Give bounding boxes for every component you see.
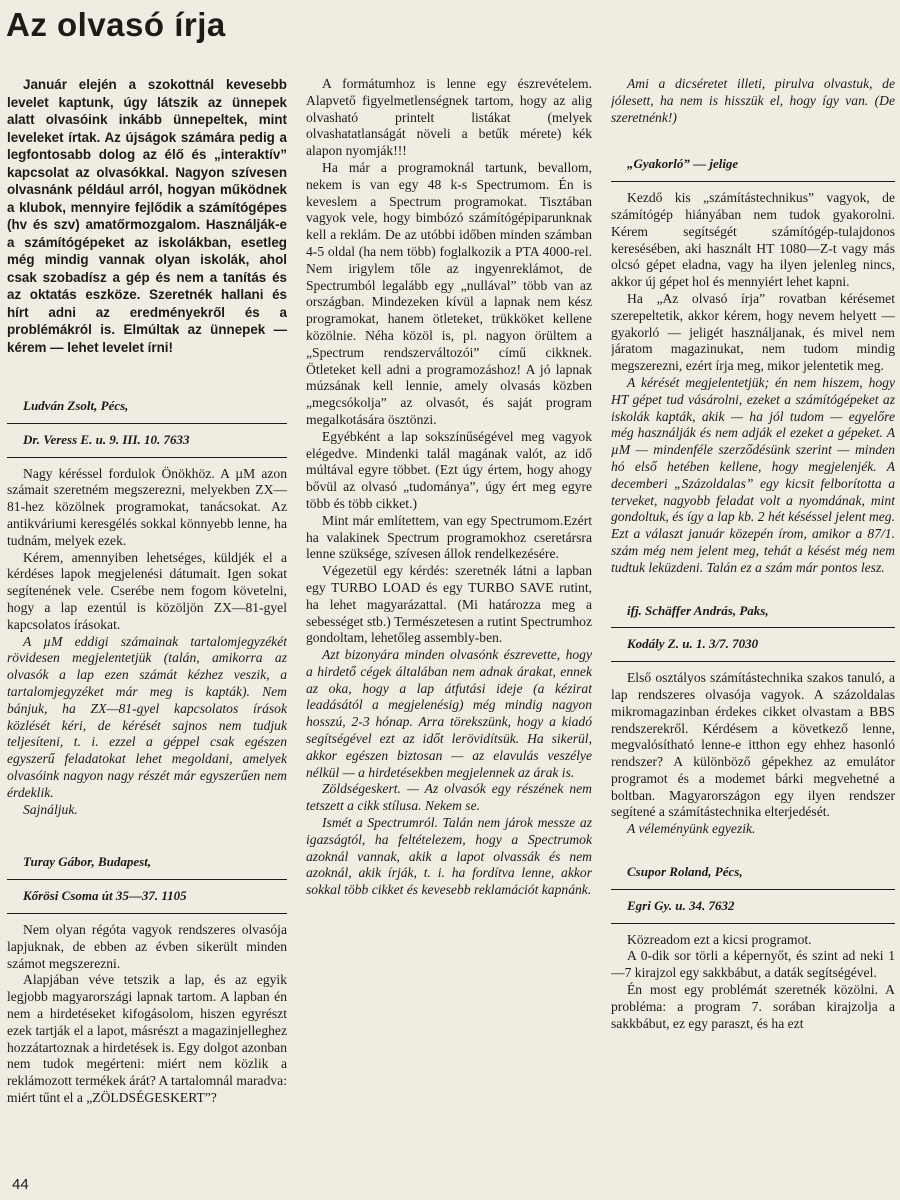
letter2-paragraph: A formátumhoz is lenne egy észrevételem. Alapvető figyelmetlenségnek tartom, hogy az alig olvasható printelt listákat (melyek olvashatatlanságát növeli a betűk mérete) kék alapon nyomják!!! bbox=[306, 76, 592, 159]
letter1-reply-end: Sajnáljuk. bbox=[23, 801, 78, 817]
letter2-paragraph: Ha már a programoknál tartunk, bevallom, nekem is van egy 48 k-s Spectrumom. Én is keveslem a Spectrum programokat. Tisztában vagyok vele, hogy bimbózó számítógépiparunknak kell a reklám. De az utóbbi időben minden számban 4-5 oldal (ha nem több) foglalkozik a PTA 4000-rel. Nem irigylem tőle az ingyenreklámot, de Spectrumból legalább egy „nullával” több van az országban. Mindezeken kívül a lapnak nem kész programokat, hanem ötleteket, trükköket kellene közölnie. Néha közöl is, pl. nagyon örültem a „Spectrum rendszerváltozói” című cikknek. Ötleteket kell adni a programozáshoz! A jó lapnak múzsának kell lennie, amely olvasás közben „megcsókolja” az olvasót, és saját program megalkotására ösztönzi. bbox=[306, 159, 592, 427]
divider bbox=[611, 661, 895, 662]
letter1-author: Ludván Zsolt, Pécs, bbox=[23, 398, 129, 413]
letter2-reply: Zöldségeskert. — Az olvasók egy részének nem tetszett a cikk stílusa. Nekem se. bbox=[306, 781, 592, 814]
divider bbox=[7, 423, 287, 424]
letter2-paragraph: Alapjában véve tetszik a lap, és az egyik legjobb magyarországi lapnak tartom. A lapban én nem a hirdetéseket kifogásolom, hiszen egyrészt ezek tartják el a lapot, másrészt a magazinjelleghez hozzátartoznak a hirdetések is. Egy dolgot azonban nem tudok megérteni: miért nem közlik a reklámozott termékek árát? A tartalomnál maradva: miért tűnt el a „ZÖLDSÉGESKERT”? bbox=[7, 972, 287, 1105]
letter3-author: „Gyakorló” — jelige bbox=[627, 156, 739, 172]
letter4-paragraph: Első osztályos számítástechnika szakos tanuló, a lap rendszeres olvasója vagyok. A százoldalas mikromagazinban érdekes cikket olvastam a BBS rendszerekről. Kérdésem a következő lenne, megvalósítható lenne-e itthon egy ehhez hasonló rendszer? A különböző gépekhez az emulátor programot és a modemet bárki megvehetné a boltban. Magyarországon egy ilyen rendszer segítené a számítástechnika elterjedését. bbox=[611, 670, 895, 820]
letter5-author: Csupor Roland, Pécs, bbox=[627, 864, 743, 880]
letter4-reply: A véleményünk egyezik. bbox=[627, 821, 756, 837]
letter4-author: ifj. Schäffer András, Paks, bbox=[627, 602, 769, 618]
divider bbox=[7, 457, 287, 458]
letter2-paragraph: Végezetül egy kérdés: szeretnék látni a lapban egy TURBO LOAD és egy TURBO SAVE rutint, ha lehet magyarázattal. (Mi határozza meg a sebességet stb.) Természetesen a rutint Spectrumhoz gondoltam, lehetőleg assembly-ben. bbox=[306, 563, 592, 646]
letter2-reply: Ismét a Spectrumról. Talán nem járok messze az igazságtól, ha feltételezem, hogy a Spectrumok azoknál vannak, akik a lapot olvassák és nem azoknál, akik írják, t. i. ha fordítva lenne, akkor sokkal több cikket és kevesebb reklamációt kapnánk. bbox=[306, 815, 592, 898]
letter5-paragraph: Közreadom ezt a kicsi programot. bbox=[627, 931, 812, 947]
letter1-reply: A µM eddigi számainak tartalomjegyzékét rövidesen megjelentetjük (talán, amikorra az olvasók a lap ezen számát kézhez veszik, a tartalomjegyzéket már meg is kapták). Nem bánjuk, ha ZX—81-gyel kapcsolatos írások közlését kéri, de kérését sajnos nem tudjuk teljesíteni, t. i. ezzel a géppel csak egészen egyszerű feladatokat lehet megoldani, amelyek olvasóink nagyon nagy részét már egyszerűen nem érdeklik. bbox=[7, 633, 287, 800]
divider bbox=[611, 627, 895, 628]
letter5-paragraph: A 0-dik sor törli a képernyőt, és szint ad neki 1—7 kirajzol egy sakkbábut, a daták segítségével. bbox=[611, 948, 895, 981]
letter1-paragraph: Nagy kéréssel fordulok Önökhöz. A µM azon számait szeretném megszerezni, melyekben ZX—81-hez közölnek programokat, tanácsokat. Az antikváriumi keresgélés sokkal könnyebb lenne, ha tudnám, melyek ezek. bbox=[7, 465, 287, 548]
page-number: 44 bbox=[12, 1176, 29, 1193]
letter2-paragraph: Egyébként a lap sokszínűségével meg vagyok elégedve. Mindenki talál magának valót, az idő múltával egyre többet. (Ezt úgy értem, hogy ahogy bővül az olvasó „tudománya”, úgy ért meg egyre több és több cikket.) bbox=[306, 428, 592, 511]
section-masthead: Az olvasó írja bbox=[6, 6, 226, 43]
letter2-reply: Ami a dicséretet illeti, pirulva olvastuk, de jólesett, ha nem is hisszük el, hogy így van. (De szeretnénk!) bbox=[611, 76, 895, 125]
letter1-paragraph: Kérem, amennyiben lehetséges, küldjék el a kérdéses lapok megjelenési dátumait. Igen sokat segítenének vele. Cserébe nem fogom követelni, hogy a lap ezentúl is közöljön ZX—81-gyel kapcsolatos írásokat. bbox=[7, 549, 287, 632]
letter1-address: Dr. Veress E. u. 9. III. 10. 7633 bbox=[23, 431, 190, 447]
letter3-paragraph: Kezdő kis „számítástechnikus” vagyok, de számítógép hiányában nem tudok gyakorolni. Kérem segítségét számítógép-tulajdonos keresésében, aki használt HT 1080—Z-t vagy más olcsó gépet eladna, vagy ha ilyen jelenleg nincs, akkor új gépet hol és mennyiért lehet kapni. bbox=[611, 190, 895, 290]
letter3-paragraph: Ha „Az olvasó írja” rovatban kérésemet szerepeltetik, akkor kérem, hogy nevem helyett — gyakorló — jeligét használjanak, és mivel nem járatom magazinukat, nem tudom mindig megszerezni, ezért írja meg, mikor jelentetik meg. bbox=[611, 290, 895, 374]
divider bbox=[611, 889, 895, 890]
letter2-paragraph: Nem olyan régóta vagyok rendszeres olvasója lapjuknak, de ebben az évben sikerült minden számot megszerezni. bbox=[7, 921, 287, 971]
divider bbox=[611, 181, 895, 182]
intro-paragraph: Január elején a szokottnál kevesebb levelet kaptunk, úgy látszik az ünnepek alatt olvasóink inkább ünnepeltek, mint leveleket írtak. Az újságok számára pedig a legfontosabb dolog az élő és „interaktív” kapcsolat az olvasókkal. Nagyon szívesen olvasnánk például arról, hogyan működnek a klubok, mennyire fejlődik a számítógépes (hv és szv) amatőrmozgalom. Használják-e a számítógépeket az iskolákban, esetleg még mindig vannak olyan iskolák, ahol csak szobadísz a gép és nem a tanítás és az oktatás eszköze. Szeretnék hallani és hírt adni az eredményekről és a problémákról is. Elmúltak az ünnepek — kérem — lehet levelet írni! bbox=[7, 77, 287, 355]
letter3-reply: A kérését megjelentetjük; én nem hiszem, hogy HT gépet tud vásárolni, ezeket a számítógépeket az iskolák kapták, akik — ha jól tudom — egyelőre még használják és nem adják el ezeket a gépeket. A µM — mindenféle szerződésünk szerint — minden hó első hetében kellene, hogy megjelenjék. A decemberi „Százoldalas” egy kicsit felborította a terveket, nagyobb feladat volt a nyomdának, mint gondoltuk, és így a lap kb. 2 hét késéssel jelent meg. Ezt a választ január közepén írom, amikor a 87/1. szám még nem jelent meg, tehát a késést még nem tudtuk leküzdeni. Talán ez a szám már pontos lesz. bbox=[611, 374, 895, 575]
column-1 bbox=[7, 76, 287, 1200]
divider bbox=[7, 879, 287, 880]
letter5-paragraph: Én most egy problémát szeretnék közölni. A probléma: a program 7. sorában kirajzolja a sakkbábut, ez egy paraszt, és ha ezt bbox=[611, 982, 895, 1031]
divider bbox=[611, 923, 895, 924]
column-3 bbox=[611, 76, 895, 1200]
letter2-address: Kőrösi Csoma út 35—37. 1105 bbox=[23, 888, 187, 904]
letter2-paragraph: Mint már említettem, van egy Spectrumom.Ezért ha valakinek Spectrum programokhoz cseretársra lenne szüksége, szívesen állok rendelkezésére. bbox=[306, 512, 592, 562]
column-2 bbox=[306, 76, 592, 1200]
letter2-reply: Azt bizonyára minden olvasónk észrevette, hogy a hirdető cégek általában nem adnak árakat, ennek az oka, hogy a lap átfutási ideje (a kézirat leadásától a megjelenésig) még mindig nagyon hosszú, 2-3 hónap. Arra törekszünk, hogy a kiadó segítségével ezt az időt lerövidítsük. Ha sikerül, akkor egészen biztosan — az elavulás veszélye nélkül — a hirdetésekben megjelennek az árak is. bbox=[306, 647, 592, 780]
divider bbox=[7, 913, 287, 914]
letter4-address: Kodály Z. u. 1. 3/7. 7030 bbox=[627, 636, 759, 652]
letter2-author: Turay Gábor, Budapest, bbox=[23, 854, 152, 870]
letter5-address: Egri Gy. u. 34. 7632 bbox=[627, 897, 735, 913]
